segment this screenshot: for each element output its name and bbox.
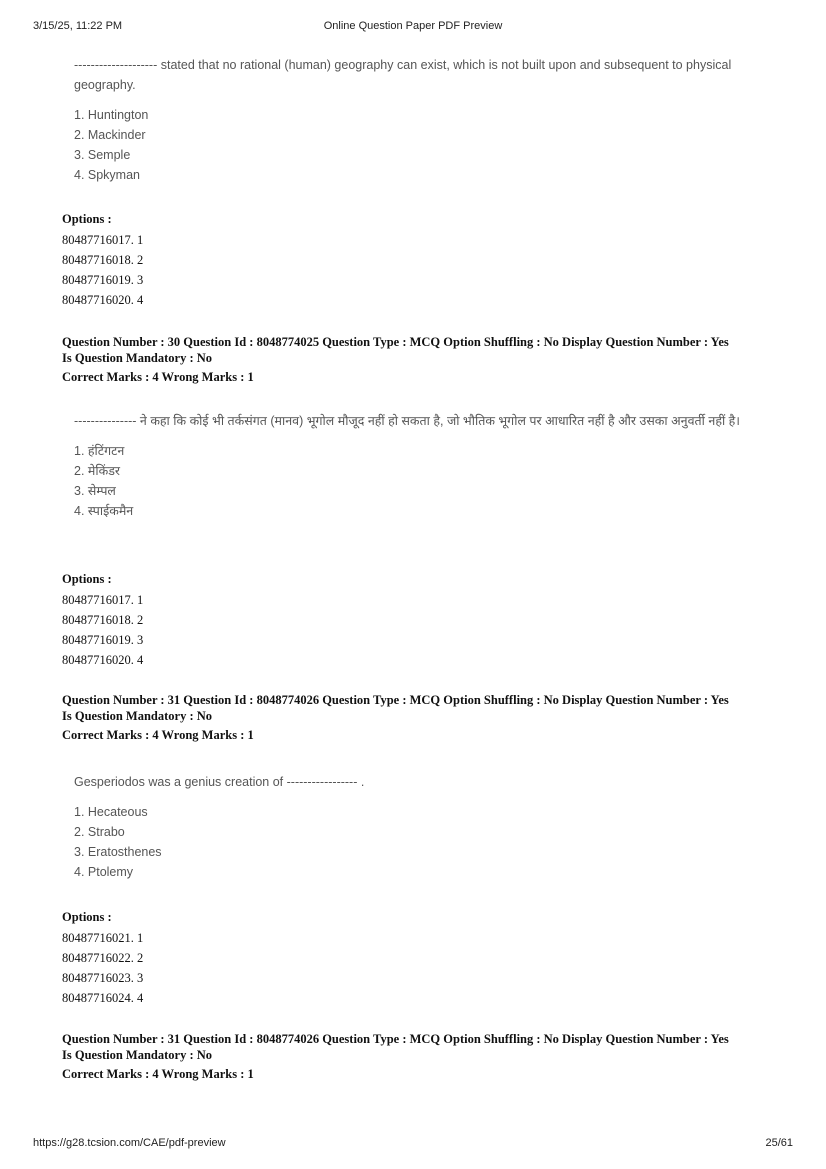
print-datetime: 3/15/25, 11:22 PM: [33, 20, 123, 32]
print-url: https://g28.tcsion.com/CAE/pdf-preview: [33, 1137, 226, 1149]
question-mandatory: Is Question Mandatory : No: [62, 1048, 213, 1062]
print-page-number: 25/61: [765, 1137, 793, 1149]
choice-item: 1. Hecateous: [74, 805, 148, 819]
choice-item: 3. Eratosthenes: [74, 845, 162, 859]
option-id: 80487716018. 2: [62, 253, 144, 267]
question-31-options: [62, 908, 792, 1008]
option-id: 80487716022. 2: [62, 951, 144, 965]
choice-item: 2. Mackinder: [74, 128, 146, 142]
question-marks: Correct Marks : 4 Wrong Marks : 1: [62, 1067, 254, 1081]
option-id: 80487716017. 1: [62, 593, 144, 607]
option-id: 80487716018. 2: [62, 613, 144, 627]
question-31-choices: [74, 802, 774, 882]
question-meta-line: Question Number : 30 Question Id : 8048774025 Question Type : MCQ Option Shuffling : No Display Question Number : Yes: [62, 335, 729, 349]
choice-item: 1. हंटिंगटन: [74, 444, 125, 458]
question-29-choices: [74, 105, 774, 185]
question-29-image: [74, 55, 774, 185]
question-31-text: Gesperiodos was a genius creation of ----------------- .: [74, 775, 365, 789]
question-marks: Correct Marks : 4 Wrong Marks : 1: [62, 728, 254, 742]
question-30-meta: [62, 334, 792, 385]
choice-item: 4. Spkyman: [74, 168, 141, 182]
print-header: [0, 20, 826, 34]
choice-item: 2. Strabo: [74, 825, 125, 839]
question-31-meta: [62, 692, 792, 743]
question-mandatory: Is Question Mandatory : No: [62, 351, 213, 365]
question-mandatory: Is Question Mandatory : No: [62, 709, 213, 723]
question-30-options: [62, 570, 792, 670]
question-meta-line: Question Number : 31 Question Id : 8048774026 Question Type : MCQ Option Shuffling : No Display Question Number : Yes: [62, 1032, 729, 1046]
print-footer: [0, 1137, 826, 1151]
options-label: Options :: [62, 910, 112, 924]
print-title: Online Question Paper PDF Preview: [323, 20, 503, 32]
choice-item: 3. सेम्पल: [74, 484, 116, 498]
question-31-repeat-meta: [62, 1031, 792, 1082]
options-label: Options :: [62, 572, 112, 586]
question-29-options: [62, 210, 792, 310]
option-id: 80487716019. 3: [62, 273, 144, 287]
choice-item: 4. Ptolemy: [74, 865, 134, 879]
option-id: 80487716019. 3: [62, 633, 144, 647]
option-id: 80487716021. 1: [62, 931, 144, 945]
options-label: Options :: [62, 212, 112, 226]
question-30-image: [74, 411, 774, 521]
option-id: 80487716017. 1: [62, 233, 144, 247]
question-meta-line: Question Number : 31 Question Id : 8048774026 Question Type : MCQ Option Shuffling : No Display Question Number : Yes: [62, 693, 729, 707]
question-30-choices: [74, 441, 774, 521]
choice-item: 3. Semple: [74, 148, 131, 162]
option-id: 80487716023. 3: [62, 971, 144, 985]
choice-item: 4. स्पाईकमैन: [74, 504, 134, 518]
option-id: 80487716020. 4: [62, 653, 144, 667]
choice-item: 1. Huntington: [74, 108, 149, 122]
question-marks: Correct Marks : 4 Wrong Marks : 1: [62, 370, 254, 384]
option-id: 80487716024. 4: [62, 991, 144, 1005]
option-id: 80487716020. 4: [62, 293, 144, 307]
question-31-image: [74, 772, 774, 882]
question-29-text: -------------------- stated that no rational (human) geography can exist, which is not built upon and subsequent to physical geography.: [74, 58, 732, 92]
question-30-text: --------------- ने कहा कि कोई भी तर्कसंगत (मानव) भूगोल मौजूद नहीं हो सकता है, जो भौतिक भूगोल पर आधारित नहीं है और उसका अनुवर्ती नहीं है।: [74, 414, 741, 428]
choice-item: 2. मेकिंडर: [74, 464, 121, 478]
